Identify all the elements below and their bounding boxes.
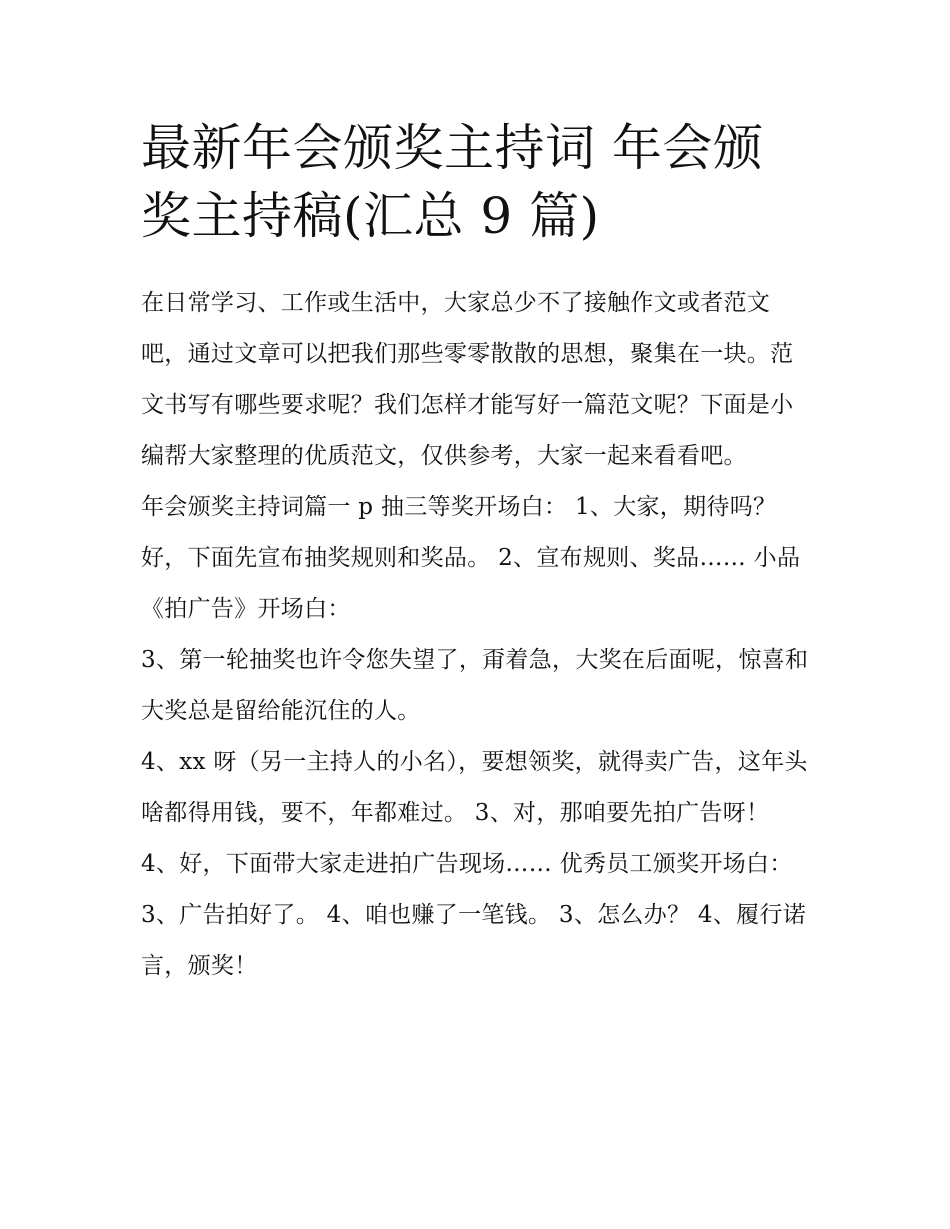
document-content [141,114,813,992]
paragraph-first-round: 3、第一轮抽奖也许令您失望了，甭着急，大奖在后面呢，惊喜和大奖总是留给能沉住的人。 [141,647,809,724]
paragraph-award-opening: 4、好，下面带大家走进拍广告现场…… 优秀员工颁奖开场白： 3、广告拍好了。 4、咱也赚了一笔钱。 3、怎么办？ 4、履行诺言，颁奖！ [141,851,807,979]
document-title: 最新年会颁奖主持词 年会颁奖主持稿(汇总 9 篇) [141,119,764,245]
paragraph-advertising: 4、xx 呀（另一主持人的小名），要想领奖，就得卖广告，这年头啥都得用钱，要不，年都难过。 3、对，那咱要先拍广告呀！ [141,749,808,826]
paragraph-intro: 在日常学习、工作或生活中，大家总少不了接触作文或者范文吧，通过文章可以把我们那些零零散散的思想，聚集在一块。范文书写有哪些要求呢？我们怎样才能写好一篇范文呢？下面是小编帮大家整理的优质范文，仅供参考，大家一起来看看吧。 [141,290,794,469]
document-body [141,278,813,992]
paragraph-opening-third-prize: 年会颁奖主持词篇一 p 抽三等奖开场白： 1、大家，期待吗？好，下面先宣布抽奖规则和奖品。 2、宣布规则、奖品…… 小品《拍广告》开场白： [141,494,801,622]
